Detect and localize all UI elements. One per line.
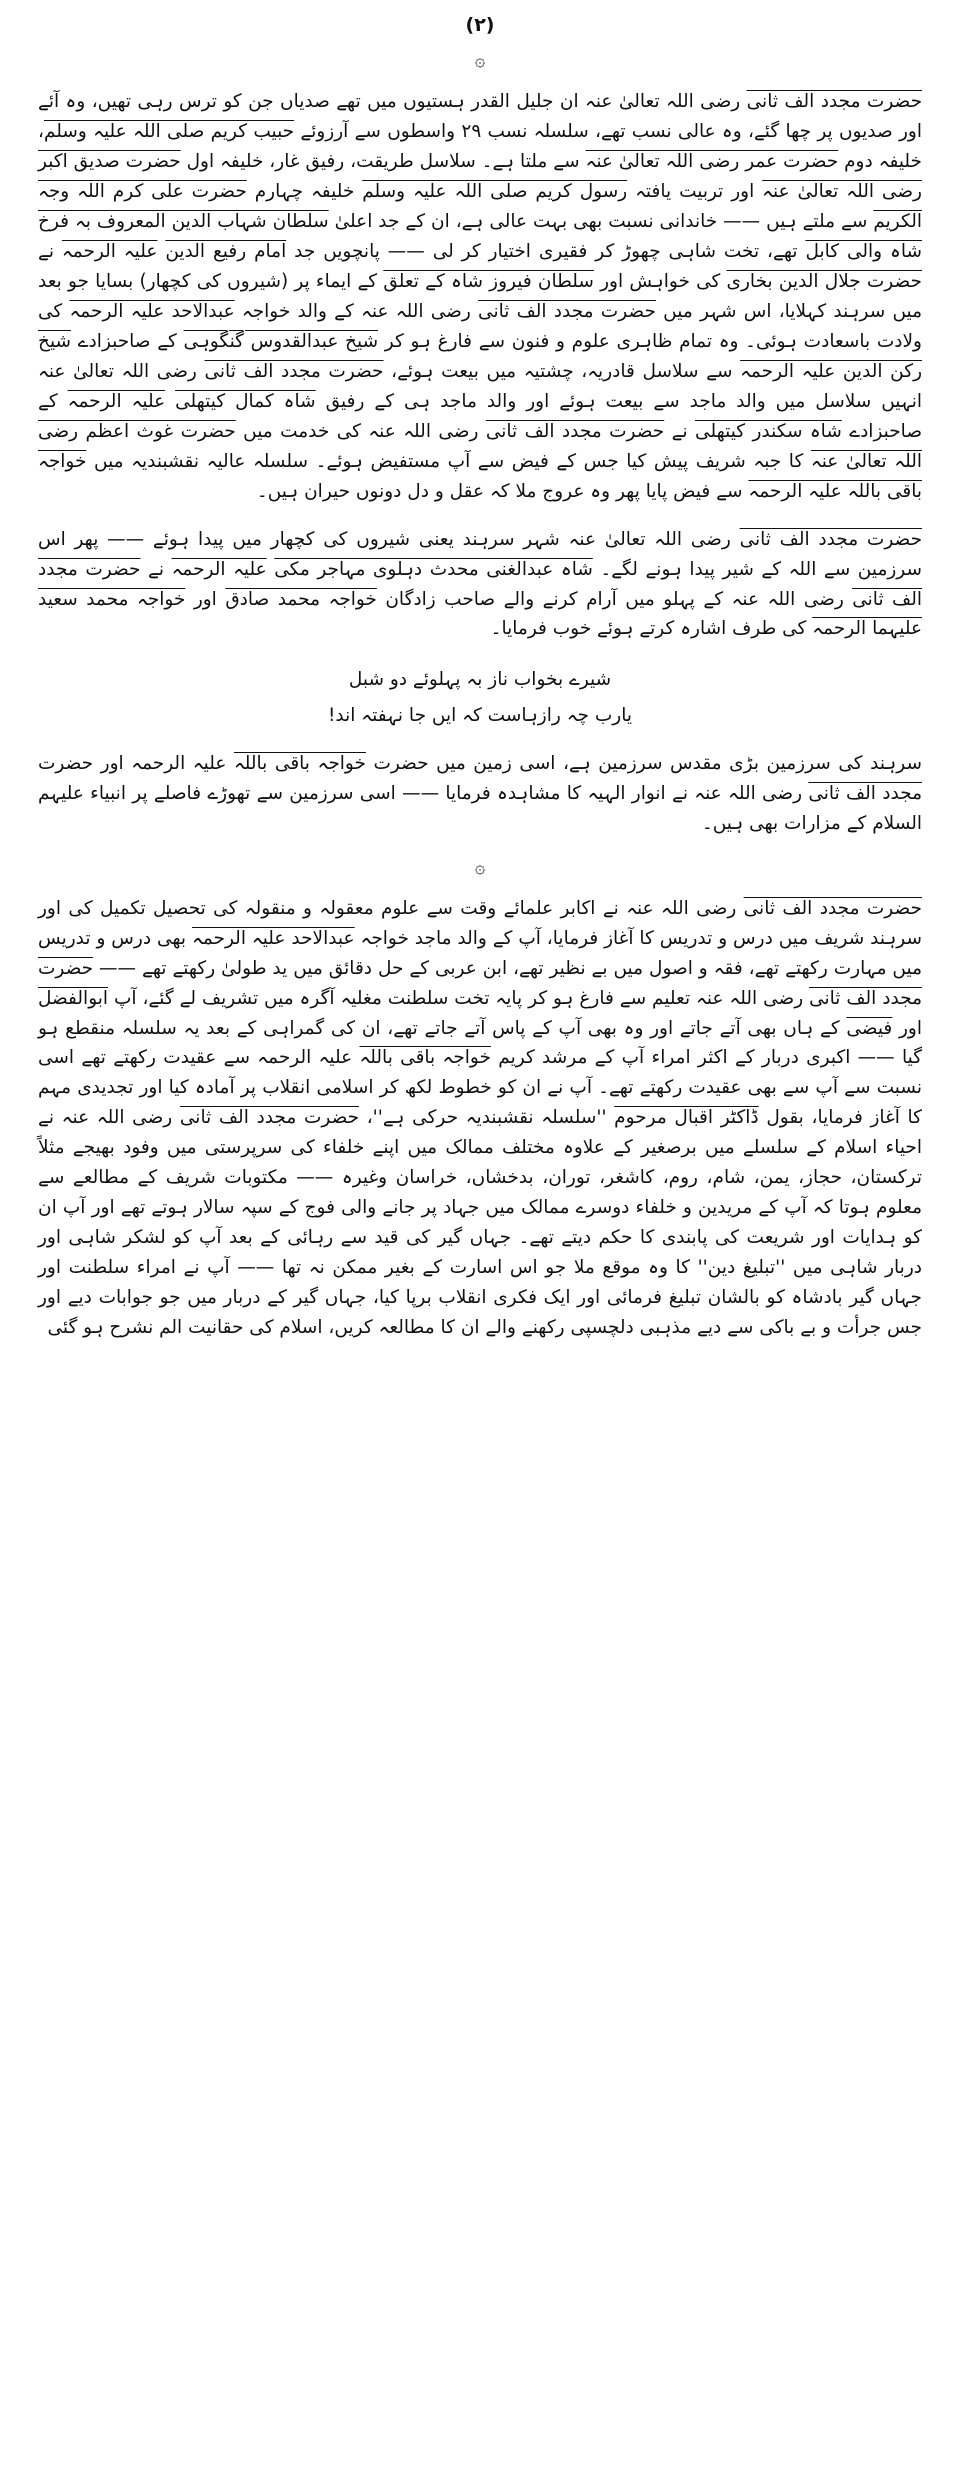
- honorific-overlined: حضرت مجدد الف ثانی: [38, 957, 923, 1009]
- honorific-overlined: شاہ سکندر کیتھلی: [695, 420, 842, 442]
- text-run: سے سلاسل قادریہ، چشتیہ میں بیعت ہوئے،: [383, 360, 741, 382]
- honorific-overlined: عبدالاحد علیہ الرحمہ: [69, 300, 235, 322]
- text-run: ''سلسلہ نقشبندیہ حرکی ہے''،: [359, 1107, 615, 1129]
- honorific-overlined: حضرت مجدد الف ثانی: [746, 91, 923, 112]
- text-run: بھی درس و تدریس میں مہارت رکھتے تھے، فقہ و اصول میں بے نظیر تھے، ابن عربی کے حل دقائق میں ید طولیٰ رکھتے تھے ——: [38, 927, 922, 979]
- text-run: سے ملتا ہے۔ سلاسل طریقت، رفیق غار، خلیفہ اول: [180, 150, 586, 172]
- text-run: کے ہاں بھی آتے جاتے اور وہ بھی آپ کے پاس آتے جاتے تھے، ان کی گمراہی کے بعد یہ سلسلہ منقطع ہو گیا —— اکبری دربار کے اکثر امراء آپ کے مرشد کریم: [38, 1017, 923, 1069]
- honorific-overlined: خواجہ محمد سعید علیہما الرحمہ: [38, 588, 922, 640]
- paragraph-lineage: [38, 87, 922, 507]
- honorific-overlined: ابوالفضل: [38, 987, 109, 1009]
- honorific-overlined: شاہ عبدالغنی محدث دہلوی مہاجر مکی: [274, 558, 593, 580]
- honorific-overlined: فیضی: [846, 1017, 893, 1039]
- text-run: رضی اللہ عنہ کی خدمت میں: [235, 420, 486, 442]
- text-run: رضی اللہ عنہ نے احیاء اسلام کے سلسلے میں برصغیر کے علاوہ مختلف ممالک میں اپنے خلفاء کی سرپرستی میں وفود بھیجے مثلاً ترکستان، حجاز، یمن، شام، روم، کاشغر، توران، بدخشاں، خراسان وغیرہ —— مکتوبات شریف کے مطالعے سے معلوم ہوتا کہ آپ کے مریدین و خلفاء دوسرے ممالک میں جہاد پر جانے والی فوج کے سپہ سالار ہوتے تھے اور آپ ان کو ہدایات اور شریعت کی پابندی کا حکم دیتے تھے۔ جہاں گیر کی قید سے رہائی کے بعد آپ کو لشکر شاہی اور دربار شاہی میں ''تبلیغ دین'' کا وہ موقع ملا جو اس اسارت کے بغیر ممکن نہ تھا —— آپ نے امراء سلطنت اور جہاں گیر بادشاہ کو بالشان تبلیغ فرمائی اور ایک فکری انقلاب برپا کیا، جہاں گیر کے دربار میں جو جوابات دیے اور جس جرأت و بے باکی سے دیے مذہبی دلچسپی رکھنے والے ان کا مطالعہ کریں، اسلام کی حقانیت الم نشرح ہو گئی: [38, 1107, 922, 1339]
- paragraph-sirhind-sanctity: [38, 749, 922, 839]
- text-run: رضی اللہ تعالیٰ عنہ انہیں سلاسل میں والد ماجد سے بیعت ہوئے اور والد ماجد ہی کے رفیق: [38, 360, 923, 412]
- text-run: کے صاحبزادے: [38, 390, 923, 442]
- text-run: رضی اللہ عنہ نے اکابر علمائے وقت سے علوم معقولہ و منقولہ کی تحصیل تکمیل کی اور سرہند شریف میں درس و تدریس کا آغاز فرمایا، آپ کے والد ماجد خواجہ: [38, 897, 922, 949]
- text-run: تھے، تخت شاہی چھوڑ کر فقیری اختیار کر لی —— پانچویں جد: [286, 240, 806, 262]
- paragraph-birthplace: [38, 525, 922, 645]
- verse-line-2: یارب چہ رازہاست کہ ایں جا نہفتہ اند!: [327, 704, 632, 726]
- honorific-overlined: حضرت مجدد الف ثانی: [478, 300, 656, 322]
- honorific-overlined: شاہ کمال کیتھلی: [175, 390, 316, 412]
- honorific-overlined: حضرت غوث اعظم رضی اللہ تعالیٰ عنہ: [38, 420, 923, 472]
- text-run: کے صاحبزادے: [71, 330, 184, 352]
- text-run: رضی اللہ عنہ تعلیم سے فارغ ہو کر پایہ تخت سلطنت مغلیہ آگرہ میں تشریف لے گئے، آپ: [108, 987, 810, 1009]
- honorific-overlined: حضرت مجدد الف ثانی: [179, 1107, 360, 1129]
- honorific-overlined: حضرت مجدد الف ثانی: [743, 897, 922, 919]
- honorific-overlined: علیہ الرحمہ: [171, 558, 267, 580]
- text-run: رضی اللہ تعالیٰ عنہ شہر سرہند یعنی شیروں کی کچھار میں پیدا ہوئے —— پھر اس سرزمین سے اللہ کے شیر پیدا ہونے لگے۔: [38, 528, 922, 580]
- text-run: اور تربیت یافتہ: [627, 180, 763, 202]
- page-number: (۲): [465, 14, 495, 36]
- text-run: نے: [140, 558, 172, 580]
- text-run: اور: [185, 588, 226, 610]
- honorific-overlined: سلطان شہاب الدین المعروف بہ فرخ شاہ والی کابل: [38, 210, 923, 262]
- text-run: ، خلیفہ دوم: [38, 120, 922, 172]
- honorific-overlined: حضرت مجدد الف ثانی: [485, 420, 665, 442]
- honorific-overlined: حضرت مجدد الف ثانی: [739, 528, 923, 550]
- text-run: سے ملتے ہیں —— خاندانی نسبت بھی بہت عالی ہے، ان کے جد اعلیٰ: [328, 210, 874, 232]
- honorific-overlined: خواجہ باقی باللہ علیہ الرحمہ: [38, 450, 922, 502]
- verse-block: [38, 662, 922, 732]
- honorific-overlined: حضرت مجدد الف ثانی: [38, 558, 922, 610]
- honorific-overlined: حضرت جلال الدین بخاری: [726, 270, 922, 292]
- honorific-overlined: شیخ رکن الدین علیہ الرحمہ: [38, 330, 923, 382]
- honorific-overlined: امام رفیع الدین: [165, 240, 287, 262]
- honorific-overlined: خواجہ محمد صادق: [225, 588, 377, 610]
- honorific-overlined: مجدد الف ثانی: [808, 782, 923, 804]
- honorific-overlined: علیہ الرحمہ: [61, 240, 158, 262]
- honorific-overlined: ڈاکٹر اقبال مرحوم: [614, 1107, 759, 1129]
- text-run: علیہ الرحمہ سے عقیدت رکھتے تھے اسی نسبت سے آپ سے بھی عقیدت رکھتے تھے۔ آپ نے ان کو خطوط لکھ کر اسلامی انقلاب پر آمادہ کیا اور تجدیدی مہم کا آغاز فرمایا، بقول: [38, 1047, 922, 1129]
- honorific-overlined: حضرت عمر رضی اللہ تعالیٰ عنہ: [585, 150, 839, 172]
- honorific-overlined: حضرت صدیق اکبر رضی اللہ تعالیٰ عنہ: [38, 150, 922, 202]
- text-run: کی طرف اشارہ کرتے ہوئے خوب فرمایا۔: [490, 618, 813, 640]
- text-run: رضی اللہ عنہ کے پہلو میں آرام کرنے والے صاحب زادگان: [376, 588, 853, 610]
- text-run: اور: [892, 1017, 922, 1039]
- text-run: رضی اللہ تعالیٰ عنہ ان جلیل القدر ہستیوں میں تھے صدیاں جن کو ترس رہی تھیں، وہ آئے اور صدیوں پر چھا گئے، وہ عالی نسب تھے، سلسلہ نسب ۲۹ واسطوں سے آرزوئے: [38, 91, 922, 142]
- honorific-overlined: رسول کریم صلی اللہ علیہ وسلم: [362, 180, 628, 202]
- text-run: کی ولادت باسعادت ہوئی۔ وہ تمام ظاہری علوم و فنون سے فارغ ہو کر: [38, 300, 922, 352]
- text-run: رضی اللہ عنہ کے والد خواجہ: [234, 300, 479, 322]
- text-run: سرہند کی سرزمین بڑی مقدس سرزمین ہے، اسی زمین میں حضرت: [365, 752, 922, 774]
- honorific-overlined: حبیب کریم صلی اللہ علیہ وسلم: [43, 120, 295, 142]
- section-ornament-top: ۞: [474, 50, 486, 71]
- honorific-overlined: حضرت علی کرم اللہ وجہ الکریم: [38, 180, 922, 232]
- text-run: نے: [38, 240, 62, 262]
- honorific-overlined: عبدالاحد علیہ الرحمہ: [192, 927, 355, 949]
- verse-line-1: شیرے بخواب ناز بہ پہلوئے دو شبل: [348, 669, 612, 691]
- honorific-overlined: شیخ عبدالقدوس گنگوہی: [183, 330, 379, 352]
- text-run: خلیفہ چہارم: [246, 180, 363, 202]
- honorific-overlined: خواجہ باقی باللہ: [233, 752, 366, 774]
- text-run: علیہ الرحمہ اور حضرت: [38, 752, 234, 774]
- honorific-overlined: حضرت مجدد الف ثانی: [204, 360, 384, 382]
- honorific-overlined: سلطان فیروز شاہ کے تعلق: [383, 270, 594, 292]
- text-run: کے ایماء پر (شیروں کی کچھار) بسایا جو بعد میں سرہند کہلایا، اس شہر میں: [38, 270, 923, 322]
- text-run: نے: [664, 420, 696, 442]
- text-run: [165, 391, 175, 412]
- text-run: رضی اللہ عنہ نے انوار الہیہ کا مشاہدہ فرمایا —— اسی سرزمین سے تھوڑے فاصلے پر انبیاء علیہم السلام کے مزارات بھی ہیں۔: [38, 782, 922, 834]
- text-run: کی خواہش اور: [593, 270, 727, 292]
- text-run: سے فیض پایا پھر وہ عروج ملا کہ عقل و دل دونوں حیران ہیں۔: [256, 480, 749, 502]
- section-ornament-middle: ۞: [474, 856, 486, 878]
- honorific-overlined: علیہ الرحمہ: [67, 390, 166, 412]
- text-run: کا جبہ شریف پیش کیا جس کے فیض سے آپ مستفیض ہوئے۔ سلسلہ عالیہ نقشبندیہ میں: [86, 450, 811, 472]
- paragraph-education-mission: [38, 894, 922, 1344]
- honorific-overlined: خواجہ باقی باللہ: [359, 1047, 491, 1069]
